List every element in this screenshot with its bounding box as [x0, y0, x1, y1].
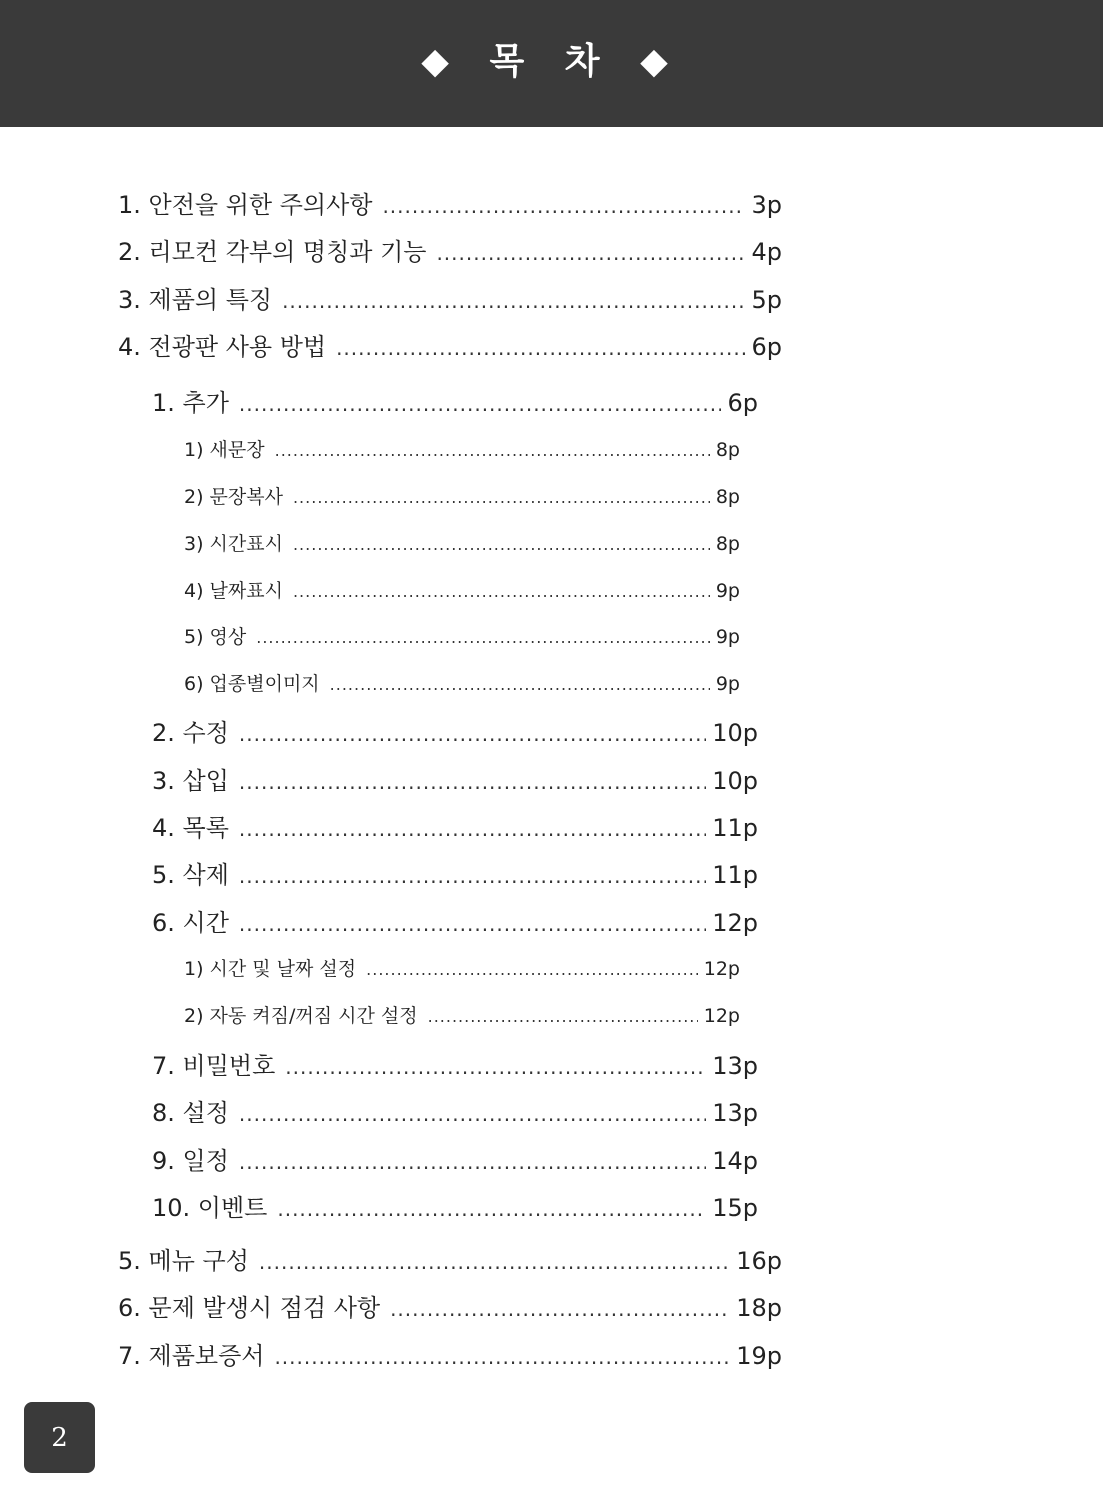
dot-leader — [239, 1102, 706, 1126]
toc-entry-page: 12p — [703, 1005, 740, 1027]
toc-entry-label: 1. 추가 — [152, 389, 229, 417]
toc-entry-page: 14p — [712, 1147, 758, 1175]
dot-leader — [239, 392, 722, 416]
toc-entry-page: 8p — [715, 439, 740, 461]
toc-entry-page: 10p — [712, 767, 758, 795]
toc-entry-label: 3. 제품의 특징 — [118, 286, 273, 314]
dot-leader — [330, 675, 710, 694]
toc-entry — [118, 327, 782, 362]
toc-entry-page: 5p — [751, 286, 782, 314]
toc-entry — [118, 185, 782, 220]
page-title: ◆ 목 차 ◆ — [421, 41, 682, 82]
toc-entry-page: 12p — [712, 909, 758, 937]
dot-leader — [436, 241, 745, 265]
toc-entry — [118, 1241, 782, 1276]
dot-leader — [239, 864, 706, 888]
toc-entry — [184, 954, 740, 981]
toc-entry-label: 4) 날짜표시 — [184, 580, 283, 602]
toc-entry-page: 10p — [712, 719, 758, 747]
dot-leader — [293, 582, 710, 601]
toc-entry — [184, 576, 740, 603]
page-number-badge — [24, 1402, 95, 1473]
toc-entry-page: 8p — [715, 533, 740, 555]
toc-entry — [184, 482, 740, 509]
toc-entry-page: 15p — [712, 1194, 758, 1222]
dot-leader — [256, 628, 710, 647]
dot-leader — [390, 1297, 730, 1321]
toc-entry-label: 8. 설정 — [152, 1099, 229, 1127]
toc-entry — [118, 1336, 782, 1371]
toc-entry-page: 12p — [703, 958, 740, 980]
dot-leader — [336, 336, 745, 360]
toc-entry-label: 2) 문장복사 — [184, 486, 283, 508]
toc-entry-label: 6) 업종별이미지 — [184, 673, 320, 695]
toc-entry — [184, 669, 740, 696]
toc-entry-label: 2. 리모컨 각부의 명칭과 기능 — [118, 238, 427, 266]
toc-entry-page: 13p — [712, 1099, 758, 1127]
dot-leader — [282, 289, 745, 313]
toc-entry — [118, 232, 782, 267]
toc-entry — [184, 622, 740, 649]
dot-leader — [239, 722, 706, 746]
dot-leader — [275, 441, 710, 460]
toc-entry-page: 19p — [736, 1342, 782, 1370]
toc-entry-label: 6. 문제 발생시 점검 사항 — [118, 1294, 381, 1322]
toc-entry — [152, 383, 758, 418]
toc-entry-page: 6p — [751, 333, 782, 361]
dot-leader — [293, 488, 710, 507]
toc-entry-label: 10. 이벤트 — [152, 1194, 268, 1222]
dot-leader — [239, 817, 706, 841]
dot-leader — [239, 1150, 706, 1174]
toc-entry-page: 16p — [736, 1247, 782, 1275]
dot-leader — [259, 1250, 730, 1274]
dot-leader — [382, 194, 745, 218]
toc-entry-page: 11p — [712, 814, 758, 842]
toc-entry — [152, 808, 758, 843]
toc-entry-label: 1) 새문장 — [184, 439, 265, 461]
toc-entry-page: 13p — [712, 1052, 758, 1080]
toc-entry — [118, 1288, 782, 1323]
toc-entry-label: 5) 영상 — [184, 626, 247, 648]
toc-entry-page: 9p — [715, 580, 740, 602]
toc-entry — [118, 280, 782, 315]
toc-entry-page: 8p — [715, 486, 740, 508]
dot-leader — [293, 535, 710, 554]
toc-entry — [152, 1093, 758, 1128]
toc-entry-label: 2. 수정 — [152, 719, 229, 747]
dot-leader — [277, 1197, 706, 1221]
toc-entry-label: 7. 비밀번호 — [152, 1052, 276, 1080]
toc-entry-page: 3p — [751, 191, 782, 219]
toc-entry — [152, 713, 758, 748]
toc-entry-page: 18p — [736, 1294, 782, 1322]
page-number: 2 — [51, 1422, 68, 1453]
toc-entry-label: 5. 삭제 — [152, 861, 229, 889]
toc-entry-label: 4. 목록 — [152, 814, 229, 842]
toc-entry — [184, 435, 740, 462]
toc-entry — [152, 1188, 758, 1223]
toc-entry-label: 4. 전광판 사용 방법 — [118, 333, 327, 361]
toc-entry — [152, 1046, 758, 1081]
toc-entry-label: 6. 시간 — [152, 909, 229, 937]
toc-entry-label: 1. 안전을 위한 주의사항 — [118, 191, 373, 219]
toc-entry-label: 1) 시간 및 날짜 설정 — [184, 958, 357, 980]
dot-leader — [428, 1007, 698, 1026]
dot-leader — [239, 770, 706, 794]
toc-entry-page: 9p — [715, 626, 740, 648]
dot-leader — [239, 912, 706, 936]
dot-leader — [366, 960, 698, 979]
toc-entry — [152, 855, 758, 890]
dot-leader — [274, 1345, 730, 1369]
toc-entry — [152, 903, 758, 938]
toc-entry-label: 3) 시간표시 — [184, 533, 283, 555]
toc-entry-label: 3. 삽입 — [152, 767, 229, 795]
toc-entry-label: 5. 메뉴 구성 — [118, 1247, 249, 1275]
toc-entry-label: 2) 자동 켜짐/꺼짐 시간 설정 — [184, 1005, 418, 1027]
toc-entry-page: 6p — [727, 389, 758, 417]
toc-entry — [184, 529, 740, 556]
toc-entry — [152, 1141, 758, 1176]
toc-entry — [152, 761, 758, 796]
toc-entry-page: 4p — [751, 238, 782, 266]
toc-entry-label: 7. 제품보증서 — [118, 1342, 265, 1370]
toc-entry — [184, 1001, 740, 1028]
toc-entry-label: 9. 일정 — [152, 1147, 229, 1175]
toc-entry-page: 11p — [712, 861, 758, 889]
dot-leader — [285, 1055, 706, 1079]
toc-entry-page: 9p — [715, 673, 740, 695]
